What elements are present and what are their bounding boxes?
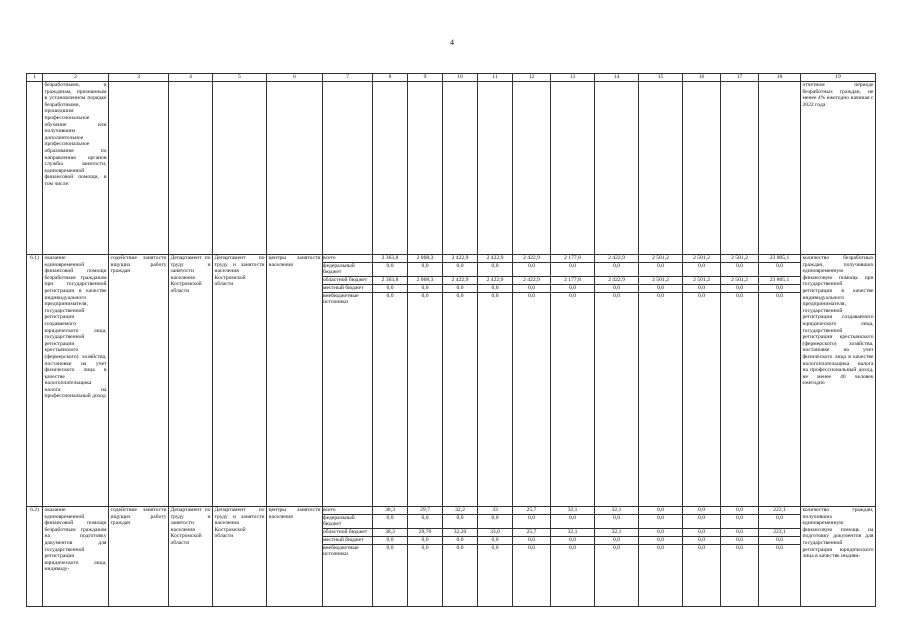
header-cell: 15 bbox=[639, 74, 683, 82]
cell-values bbox=[551, 255, 595, 507]
funding-value: 33 bbox=[478, 507, 513, 515]
cell-values bbox=[759, 255, 801, 507]
header-cell: 5 bbox=[213, 74, 267, 82]
cell-sources bbox=[323, 507, 373, 607]
measure-row-6-2 bbox=[27, 507, 876, 607]
funding-value: 0,0 bbox=[657, 292, 664, 299]
cell-values bbox=[478, 255, 513, 507]
funding-value: 0,0 bbox=[698, 292, 705, 299]
cell-values bbox=[373, 255, 408, 507]
funding-value: 2 177,8 bbox=[551, 277, 595, 285]
cell-participants: центры занятости населения bbox=[267, 255, 323, 507]
funding-value: 2 501,2 bbox=[639, 255, 683, 263]
funding-source: местный бюджет bbox=[323, 537, 373, 545]
funding-value: 0,0 bbox=[595, 285, 639, 293]
funding-value: 0,0 bbox=[408, 537, 443, 545]
funding-value: 23 805,1 bbox=[759, 277, 801, 285]
funding-value: 0,0 bbox=[736, 544, 743, 551]
cell-values bbox=[408, 255, 443, 507]
funding-value: 0,0 bbox=[721, 507, 759, 515]
header-cell: 13 bbox=[551, 74, 595, 82]
funding-value: 0,0 bbox=[491, 292, 499, 299]
funding-value: 38,3 bbox=[373, 529, 408, 537]
funding-value: 0,0 bbox=[776, 292, 783, 299]
funding-value: 0,0 bbox=[513, 537, 551, 545]
funding-value: 0,0 bbox=[759, 285, 801, 293]
funding-value: 2 501,2 bbox=[683, 255, 721, 263]
header-row bbox=[27, 74, 876, 82]
funding-value: 2 068,3 bbox=[408, 255, 443, 263]
funding-value: 32,1 bbox=[551, 507, 595, 515]
funding-value: 0,0 bbox=[456, 292, 464, 299]
cell-num: 6.2) bbox=[27, 507, 43, 607]
funding-value: 0,0 bbox=[528, 544, 535, 551]
funding-value: 29,70 bbox=[408, 529, 443, 537]
header-cell: 17 bbox=[721, 74, 759, 82]
funding-value: 38,3 bbox=[373, 507, 408, 515]
funding-value: 2 422,9 bbox=[595, 255, 639, 263]
cell-task: содействие занятости ищущих работу граждан bbox=[109, 507, 169, 607]
funding-value: 0,0 bbox=[698, 544, 705, 551]
table-body bbox=[27, 74, 876, 607]
page-number: 4 bbox=[450, 38, 454, 47]
cell-measure: оказание единовременной финансовой помощи безработным гражданам при государственной регистрации в качестве индивидуального предпринимателя, государственной регистрации создаваемого юридического лица, государственной регистрации крестьянского (фермерского) хозяйства, постановке на учет физического лица в качестве налогоплательщика налога на профессиональный доход bbox=[43, 255, 109, 507]
cell-values bbox=[443, 255, 478, 507]
funding-value: 0,0 bbox=[421, 292, 429, 299]
funding-value: 0,0 bbox=[386, 544, 394, 551]
funding-value: 2 501,2 bbox=[721, 277, 759, 285]
header-cell: 18 bbox=[759, 74, 801, 82]
cell-values bbox=[683, 507, 721, 607]
funding-value: 29,7 bbox=[408, 507, 443, 515]
funding-value: 2 177,8 bbox=[551, 255, 595, 263]
funding-value: 32,20 bbox=[443, 529, 478, 537]
cell-participants: центры занятости населения bbox=[267, 507, 323, 607]
funding-value: 0,0 bbox=[683, 507, 721, 515]
funding-value: 0,0 bbox=[408, 515, 443, 529]
header-cell: 2 bbox=[43, 74, 109, 82]
cell-values bbox=[551, 507, 595, 607]
funding-value: 0,0 bbox=[569, 544, 576, 551]
program-table bbox=[26, 73, 876, 607]
header-cell: 11 bbox=[478, 74, 513, 82]
funding-value: 2 501,2 bbox=[683, 277, 721, 285]
header-cell: 8 bbox=[373, 74, 408, 82]
funding-value: 2 422,9 bbox=[478, 277, 513, 285]
cell-values bbox=[683, 255, 721, 507]
funding-value: 0,0 bbox=[736, 292, 743, 299]
funding-value: 2 068,3 bbox=[408, 277, 443, 285]
cell-values bbox=[408, 507, 443, 607]
funding-value: 0,0 bbox=[386, 292, 394, 299]
cell-values bbox=[443, 507, 478, 607]
funding-source: внебюджетные источники bbox=[323, 292, 359, 306]
funding-value: 0,0 bbox=[639, 529, 683, 537]
header-cell: 4 bbox=[169, 74, 213, 82]
funding-value: 2 422,9 bbox=[595, 277, 639, 285]
funding-value: 0,0 bbox=[551, 285, 595, 293]
funding-value: 0,0 bbox=[613, 292, 620, 299]
cell-values bbox=[513, 507, 551, 607]
funding-value: 0,0 bbox=[683, 263, 721, 277]
cell-task: содействие занятости ищущих работу граждан bbox=[109, 255, 169, 507]
cell-values bbox=[759, 507, 801, 607]
header-cell: 6 bbox=[267, 74, 323, 82]
funding-value: 0,0 bbox=[721, 529, 759, 537]
funding-value: 0,0 bbox=[595, 537, 639, 545]
cell-measure: оказание единовременной финансовой помощи безработным гражданам на подготовку документов для государственной регистрации юридического лица, индивиду- bbox=[43, 507, 109, 607]
funding-value: 0,0 bbox=[443, 515, 478, 529]
funding-value: 2 501,2 bbox=[721, 255, 759, 263]
funding-value: 0,0 bbox=[721, 285, 759, 293]
funding-value: 0,0 bbox=[528, 292, 535, 299]
funding-value: 0,0 bbox=[683, 285, 721, 293]
funding-value: 223,1 bbox=[759, 529, 801, 537]
funding-value: 0,0 bbox=[683, 515, 721, 529]
header-cell: 16 bbox=[683, 74, 721, 82]
funding-value: 0,0 bbox=[595, 515, 639, 529]
funding-value: 0,0 bbox=[478, 285, 513, 293]
funding-source: внебюджетные источники bbox=[323, 544, 359, 558]
funding-value: 0,0 bbox=[683, 529, 721, 537]
header-cell: 10 bbox=[443, 74, 478, 82]
funding-source: всего bbox=[323, 507, 373, 515]
funding-value: 0,0 bbox=[513, 285, 551, 293]
funding-value: 0,0 bbox=[569, 292, 576, 299]
funding-value: 0,0 bbox=[513, 263, 551, 277]
header-cell: 9 bbox=[408, 74, 443, 82]
funding-value: 0,0 bbox=[595, 263, 639, 277]
funding-value: 0,0 bbox=[759, 537, 801, 545]
funding-value: 0,0 bbox=[721, 537, 759, 545]
cell-num: 6.1) bbox=[27, 255, 43, 507]
header-cell: 7 bbox=[323, 74, 373, 82]
funding-value: 32,1 bbox=[551, 529, 595, 537]
funding-value: 0,0 bbox=[513, 515, 551, 529]
funding-value: 23 805,1 bbox=[759, 255, 801, 263]
funding-source: областной бюджет bbox=[323, 277, 373, 285]
funding-value: 32,1 bbox=[595, 507, 639, 515]
header-cell: 1 bbox=[27, 74, 43, 82]
cell-measure: безработными, и гражданам, признанным в установленном порядке безработными, прошедшим профессиональное обучение или получившим дополнительное профессиональное образование по направлению органов службы занятости, единовременной финансовой помощи, в том числе: bbox=[43, 82, 109, 255]
funding-value: 32,1 bbox=[595, 529, 639, 537]
funding-value: 0,0 bbox=[478, 515, 513, 529]
funding-value: 0,0 bbox=[759, 515, 801, 529]
cell-sources bbox=[323, 255, 373, 507]
funding-source: областной бюджет bbox=[323, 529, 373, 537]
funding-value: 33,0 bbox=[478, 529, 513, 537]
funding-value: 0,0 bbox=[478, 537, 513, 545]
funding-source: всего bbox=[323, 255, 373, 263]
funding-value: 0,0 bbox=[443, 285, 478, 293]
funding-value: 2 422,9 bbox=[513, 277, 551, 285]
cell-values bbox=[721, 507, 759, 607]
funding-value: 0,0 bbox=[408, 263, 443, 277]
cell-coexecutor: Департамент по труду и занятости населения Костромской области bbox=[213, 507, 267, 607]
funding-value: 0,0 bbox=[478, 263, 513, 277]
cell-indicator: количество граждан, получивших единовременную финансовую помощь на подготовку документов для государственной регистрации юридического лица в качестве индиви- bbox=[801, 507, 876, 607]
funding-value: 0,0 bbox=[776, 544, 783, 551]
funding-value: 2 363,8 bbox=[373, 255, 408, 263]
funding-value: 0,0 bbox=[421, 544, 429, 551]
funding-value: 0,0 bbox=[443, 263, 478, 277]
cell-indicator: отчетном периоде безработных граждан, не менее 4% ежегодно начиная с 2022 года bbox=[801, 82, 876, 255]
cell-coexecutor: Департамент по труду и занятости населения Костромской области bbox=[213, 255, 267, 507]
cell-values bbox=[595, 255, 639, 507]
cell-indicator: количество безработных граждан, получивших единовременную финансовую помощь при государственной регистрации в качестве индивидуального предпринимателя, государственной регистрации создаваемого юридического лица, государственной регистрации крестьянского (фермерского) хозяйства, постановке на учет физического лица в качестве налогоплательщика налога на профессиональный доход, не менее 40 человек ежегодно bbox=[801, 255, 876, 507]
funding-value: 0,0 bbox=[639, 515, 683, 529]
measure-row-6-1 bbox=[27, 255, 876, 507]
funding-source: местный бюджет bbox=[323, 285, 373, 293]
cell-values bbox=[478, 507, 513, 607]
cell-values bbox=[373, 507, 408, 607]
funding-value: 0,0 bbox=[759, 263, 801, 277]
header-cell: 3 bbox=[109, 74, 169, 82]
funding-value: 0,0 bbox=[373, 285, 408, 293]
funding-value: 0,0 bbox=[373, 537, 408, 545]
funding-value: 223,1 bbox=[759, 507, 801, 515]
funding-value: 2 422,9 bbox=[478, 255, 513, 263]
header-cell: 14 bbox=[595, 74, 639, 82]
funding-value: 0,0 bbox=[657, 544, 664, 551]
funding-value: 0,0 bbox=[443, 537, 478, 545]
funding-value: 0,0 bbox=[456, 544, 464, 551]
continuation-row bbox=[27, 82, 876, 255]
funding-value: 0,0 bbox=[551, 515, 595, 529]
cell-values bbox=[639, 507, 683, 607]
funding-value: 0,0 bbox=[721, 263, 759, 277]
funding-value: 2 422,9 bbox=[513, 255, 551, 263]
cell-responsible: Департамент по труду и занятости населения Костромской области bbox=[169, 507, 213, 607]
funding-source: федеральный бюджет bbox=[323, 263, 373, 277]
funding-value: 2 422,9 bbox=[443, 255, 478, 263]
funding-value: 0,0 bbox=[639, 263, 683, 277]
cell-responsible: Департамент по труду и занятости населения Костромской области bbox=[169, 255, 213, 507]
cell-values bbox=[595, 507, 639, 607]
cell-values bbox=[721, 255, 759, 507]
cell-values bbox=[513, 255, 551, 507]
cell-num bbox=[27, 82, 43, 255]
cell-values bbox=[639, 255, 683, 507]
header-cell: 19 bbox=[801, 74, 876, 82]
header-cell: 12 bbox=[513, 74, 551, 82]
funding-value: 0,0 bbox=[408, 285, 443, 293]
funding-value: 0,0 bbox=[639, 507, 683, 515]
funding-value: 0,0 bbox=[639, 285, 683, 293]
funding-value: 2 363,8 bbox=[373, 277, 408, 285]
funding-value: 0,0 bbox=[683, 537, 721, 545]
funding-value: 0,0 bbox=[491, 544, 499, 551]
funding-value: 32,2 bbox=[443, 507, 478, 515]
funding-value: 2 422,9 bbox=[443, 277, 478, 285]
funding-source: федеральный бюджет bbox=[323, 515, 373, 529]
funding-value: 25,7 bbox=[513, 529, 551, 537]
funding-value: 0,0 bbox=[373, 263, 408, 277]
funding-value: 0,0 bbox=[721, 515, 759, 529]
funding-value: 0,0 bbox=[613, 544, 620, 551]
funding-value: 0,0 bbox=[639, 537, 683, 545]
funding-value: 2 501,2 bbox=[639, 277, 683, 285]
funding-value: 0,0 bbox=[551, 263, 595, 277]
funding-value: 25,7 bbox=[513, 507, 551, 515]
funding-value: 0,0 bbox=[551, 537, 595, 545]
funding-value: 0,0 bbox=[373, 515, 408, 529]
